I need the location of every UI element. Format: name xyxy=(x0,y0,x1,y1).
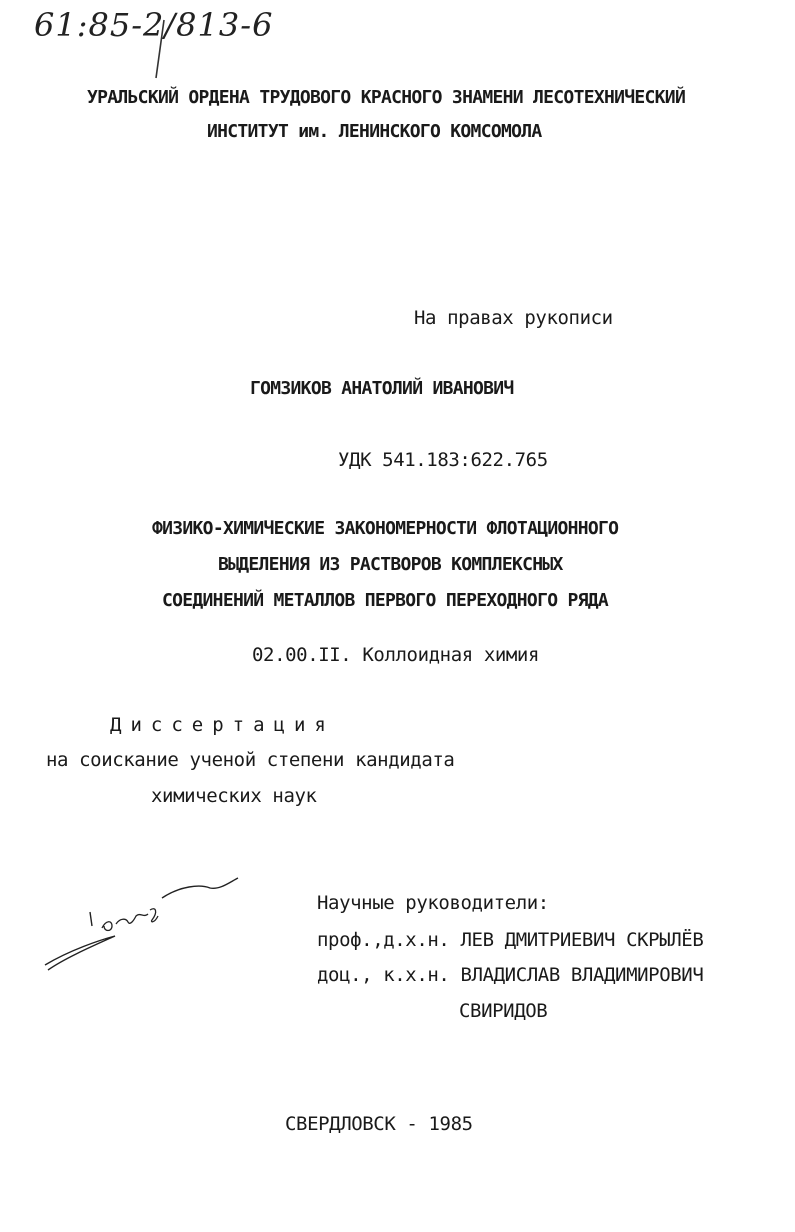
degree-line-3: химических наук xyxy=(151,785,317,807)
title-line-1: ФИЗИКО-ХИМИЧЕСКИЕ ЗАКОНОМЕРНОСТИ ФЛОТАЦИОННОГО xyxy=(152,518,619,539)
udc-code: УДК 541.183:622.765 xyxy=(338,449,548,471)
handwritten-stroke xyxy=(150,18,170,82)
title-line-2: ВЫДЕЛЕНИЯ ИЗ РАСТВОРОВ КОМПЛЕКСНЫХ xyxy=(218,554,563,575)
supervisors-heading: Научные руководители: xyxy=(317,892,549,914)
institute-line-2: ИНСТИТУТ им. ЛЕНИНСКОГО КОМСОМОЛА xyxy=(207,121,542,142)
specialty: 02.00.II. Коллоидная химия xyxy=(252,644,540,666)
author-name: ГОМЗИКОВ АНАТОЛИЙ ИВАНОВИЧ xyxy=(250,378,514,399)
archive-code-handwritten: 61:85-2/813-6 xyxy=(34,6,274,44)
degree-heading: Диссертация xyxy=(110,714,335,736)
manuscript-note: На правах рукописи xyxy=(414,307,613,329)
supervisor-2-line-1: доц., к.х.н. ВЛАДИСЛАВ ВЛАДИМИРОВИЧ xyxy=(317,964,704,986)
supervisor-1: проф.,д.х.н. ЛЕВ ДМИТРИЕВИЧ СКРЫЛЁВ xyxy=(317,929,704,951)
title-line-3: СОЕДИНЕНИЙ МЕТАЛЛОВ ПЕРВОГО ПЕРЕХОДНОГО РЯДА xyxy=(162,590,609,611)
signature xyxy=(40,870,250,980)
institute-line-1: УРАЛЬСКИЙ ОРДЕНА ТРУДОВОГО КРАСНОГО ЗНАМЕНИ ЛЕСОТЕХНИЧЕСКИЙ xyxy=(87,87,686,108)
supervisor-2-line-2: СВИРИДОВ xyxy=(459,1000,548,1022)
degree-line-2: на соискание ученой степени кандидата xyxy=(46,749,455,771)
city-year: СВЕРДЛОВСК - 1985 xyxy=(285,1113,473,1135)
